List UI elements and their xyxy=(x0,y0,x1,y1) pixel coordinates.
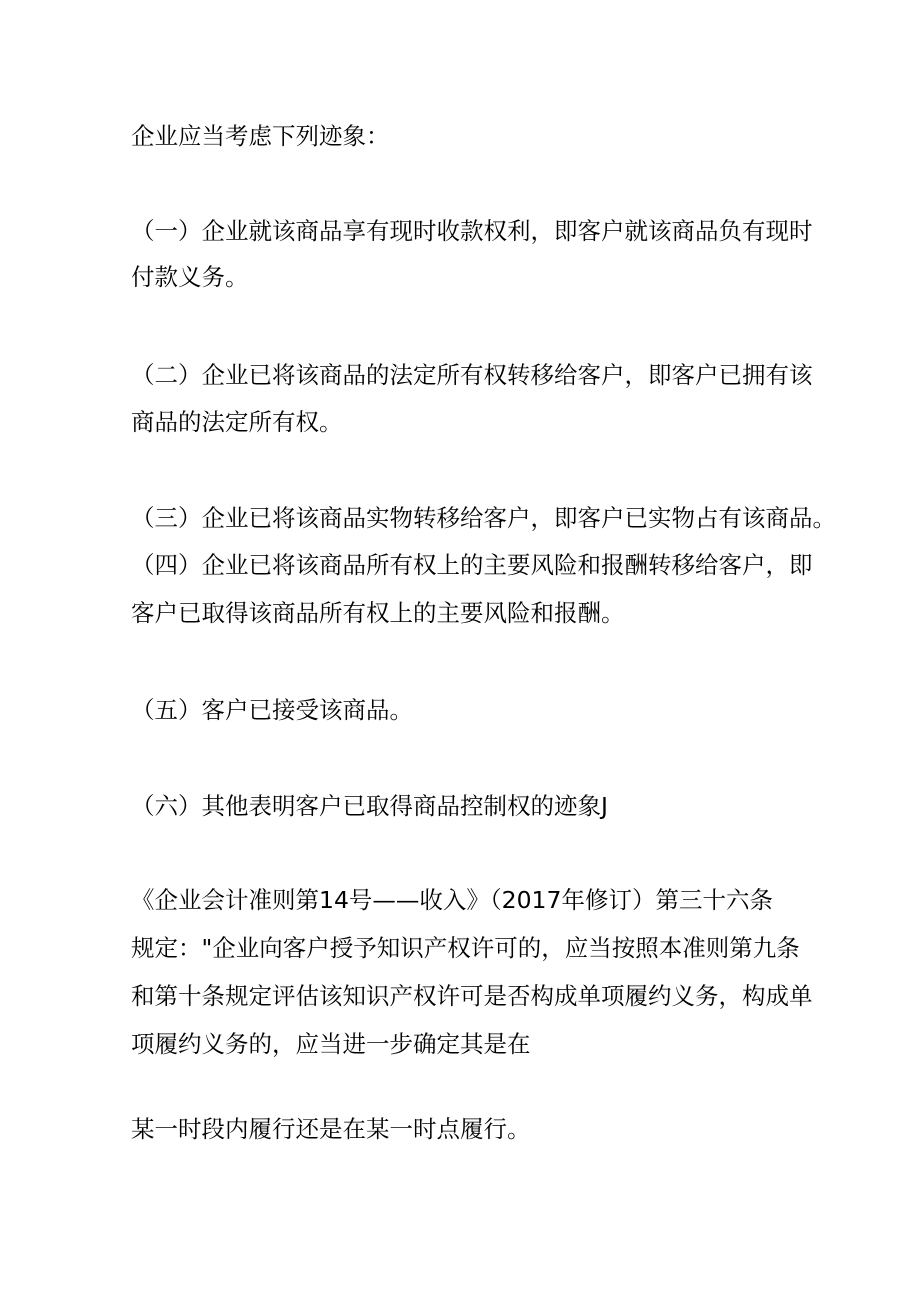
regulation-line-4: 项履约义务的，应当进一步确定其是在 xyxy=(131,1030,531,1058)
item-four-line-1: （四）企业已将该商品所有权上的主要风险和报酬转移给客户，即 xyxy=(131,551,813,579)
item-one-line-2: 付款义务。 xyxy=(131,263,249,291)
item-four-line-2: 客户已取得该商品所有权上的主要风险和报酬。 xyxy=(131,599,625,627)
item-three-line: （三）企业已将该商品实物转移给客户，即客户已实物占有该商品。 xyxy=(131,504,836,532)
regulation-line-5: 某一时段内履行还是在某一时点履行。 xyxy=(131,1115,531,1143)
item-six-line: （六）其他表明客户已取得商品控制权的迹象J xyxy=(131,792,608,820)
regulation-line-3: 和第十条规定评估该知识产权许可是否构成单项履约义务，构成单 xyxy=(131,982,813,1010)
item-five-line: （五）客户已接受该商品。 xyxy=(131,696,413,724)
intro-line: 企业应当考虑下列迹象： xyxy=(131,122,390,150)
item-one-line-1: （一）企业就该商品享有现时收款权利，即客户就该商品负有现时 xyxy=(131,217,813,245)
item-two-line-2: 商品的法定所有权。 xyxy=(131,408,343,436)
regulation-line-2: 规定："企业向客户授予知识产权许可的，应当按照本准则第九条 xyxy=(131,934,800,962)
item-two-line-1: （二）企业已将该商品的法定所有权转移给客户，即客户已拥有该 xyxy=(131,361,813,389)
regulation-line-1: 《企业会计准则第14号——收入》（2017年修订）第三十六条 xyxy=(131,886,773,914)
